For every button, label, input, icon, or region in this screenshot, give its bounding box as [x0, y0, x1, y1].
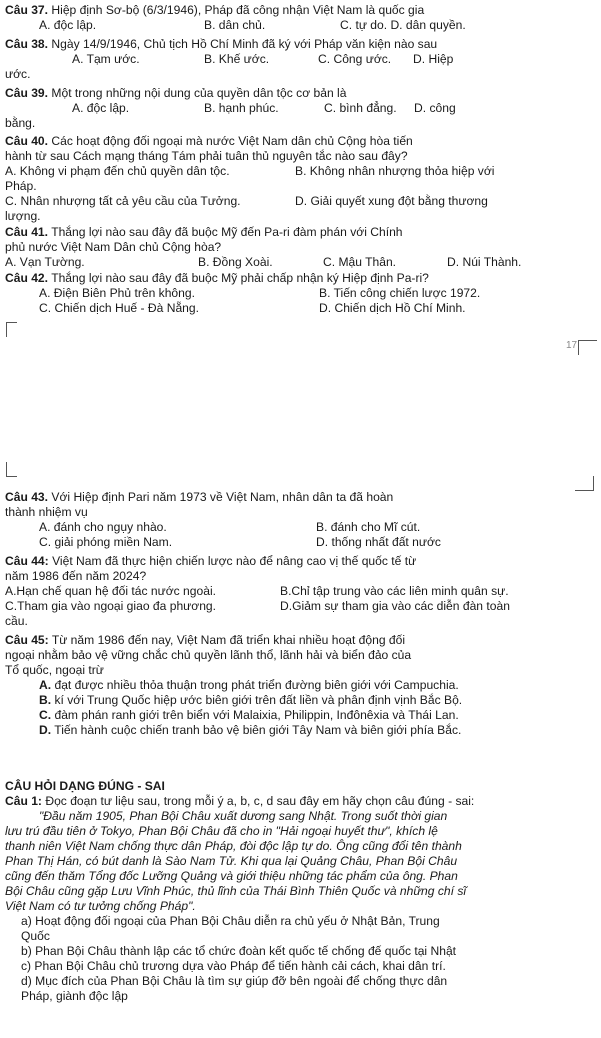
question-text-line2: ngoại nhằm bảo vệ vững chắc chủ quyền lãnh thổ, lãnh hải và biển đảo của: [5, 648, 412, 662]
statement-c: c) Phan Bội Châu chủ trương dựa vào Pháp để tiến hành cải cách, khai dân trí.: [21, 959, 446, 973]
question-text: Thắng lợi nào sau đây đã buộc Mỹ phải chấp nhận ký Hiệp định Pa-ri?: [51, 271, 429, 285]
question-number: Câu 45:: [5, 633, 49, 647]
statement-a-continued: Quốc: [21, 929, 50, 943]
option-b: B. Tiến công chiến lược 1972.: [319, 286, 481, 300]
question-number: Câu 41.: [5, 225, 49, 239]
option-b: B. Đồng Xoài.: [198, 255, 273, 269]
question-number: Câu 42.: [5, 271, 49, 285]
true-false-question-1: [5, 794, 595, 1004]
option-b: B. dân chủ.: [204, 18, 266, 32]
source-passage-line: lưu trú đầu tiên ở Tokyo, Phan Bội Châu đã cho in "Hải ngoại huyết thư", khích lệ: [5, 824, 438, 838]
question-number: Câu 37.: [5, 3, 49, 17]
source-passage-line: Việt Nam có tư tưởng chống Pháp".: [5, 899, 196, 913]
option-a: A.Hạn chế quan hệ đối tác nước ngoài.: [5, 584, 217, 598]
option-d-continued: cầu.: [5, 614, 28, 628]
question-number: Câu 39.: [5, 86, 49, 100]
question-number: Câu 38.: [5, 37, 49, 51]
question-41: [5, 225, 595, 270]
option-b: B. đánh cho Mĩ cút.: [316, 520, 421, 534]
option-d: D. Giải quyết xung đột bằng thương: [295, 194, 488, 208]
question-38: [5, 37, 595, 82]
question-text: Ngày 14/9/1946, Chủ tịch Hồ Chí Minh đã ký với Pháp văn kiện nào sau: [51, 37, 438, 51]
crop-mark: [575, 476, 594, 491]
option-a-label: A.: [39, 678, 52, 692]
option-c: C.Tham gia vào ngoại giao đa phương.: [5, 599, 217, 613]
question-text-line3: Tổ quốc, ngoại trừ: [5, 663, 104, 677]
option-d-label: D.: [39, 723, 52, 737]
option-a: A. Điện Biên Phủ trên không.: [39, 286, 195, 300]
option-d: D. công: [414, 101, 456, 115]
question-text-line2: thành nhiệm vụ: [5, 505, 88, 519]
option-c: C. Công ước.: [318, 52, 392, 66]
option-c: C. Chiến dịch Huế - Đà Nẵng.: [39, 301, 199, 315]
option-a: A. Vạn Tường.: [5, 255, 85, 269]
option-c: C. Mậu Thân.: [323, 255, 397, 269]
option-b-label: B.: [39, 693, 52, 707]
option-d-continued: ước.: [5, 67, 31, 81]
question-number: Câu 43.: [5, 490, 49, 504]
question-text: Việt Nam đã thực hiện chiến lược nào để nâng cao vị thế quốc tế từ: [52, 554, 417, 568]
page-number: 17: [566, 340, 578, 351]
question-number: Câu 1:: [5, 794, 42, 808]
option-b: B.Chỉ tập trung vào các liên minh quân sự.: [280, 584, 509, 598]
option-c: C. bình đẳng.: [324, 101, 397, 115]
option-c-label: C.: [39, 708, 52, 722]
option-a: A. độc lập.: [72, 101, 130, 115]
statement-b: b) Phan Bội Châu thành lập các tổ chức đoàn kết quốc tế chống đế quốc tại Nhật: [21, 944, 457, 958]
option-a: A. đánh cho ngụy nhào.: [39, 520, 167, 534]
option-a: A. Tạm ước.: [72, 52, 140, 66]
question-text-line2: năm 1986 đến năm 2024?: [5, 569, 147, 583]
statement-a: a) Hoạt động đối ngoại của Phan Bội Châu diễn ra chủ yếu ở Nhật Bản, Trung: [21, 914, 440, 928]
question-37: [5, 3, 595, 33]
option-b-continued: Pháp.: [5, 179, 37, 193]
option-c: đàm phán ranh giới trên biển với Malaixia, Philippin, Inđônêxia và Thái Lan.: [54, 708, 459, 722]
option-d: Tiến hành cuộc chiến tranh bảo vệ biên giới Tây Nam và biên giới phía Bắc.: [54, 723, 462, 737]
source-passage-line: Bội Châu cũng gặp Lưu Vĩnh Phúc, thủ lĩnh của Thái Bình Thiên Quốc và những chí sĩ: [5, 884, 467, 898]
question-45: [5, 633, 595, 738]
option-b: B. hạnh phúc.: [204, 101, 279, 115]
question-text: Thắng lợi nào sau đây đã buộc Mỹ đến Pa-ri đàm phán với Chính: [51, 225, 403, 239]
crop-mark: [578, 340, 597, 355]
section-heading: CÂU HỎI DẠNG ĐÚNG - SAI: [5, 779, 165, 793]
question-text-line2: hành từ sau Cách mạng tháng Tám phải tuân thủ nguyên tắc nào sau đây?: [5, 149, 408, 163]
option-a: đạt được nhiều thỏa thuận trong phát triển đường biên giới với Campuchia.: [54, 678, 459, 692]
option-d: D. Hiệp: [413, 52, 454, 66]
option-b: B. Không nhân nhượng thỏa hiệp với: [295, 164, 495, 178]
question-44: [5, 554, 595, 629]
option-b: B. Khế ước.: [204, 52, 270, 66]
source-passage-line: thanh niên Việt Nam chống thực dân Pháp, đòi độc lập tự do. Ông cũng đổi tên thành: [5, 839, 462, 853]
question-text: Từ năm 1986 đến nay, Việt Nam đã triển khai nhiều hoạt động đối: [51, 633, 406, 647]
question-number: Câu 40.: [5, 134, 49, 148]
question-text: Một trong những nội dung của quyền dân tộc cơ bản là: [51, 86, 347, 100]
option-a: A. độc lập.: [39, 18, 97, 32]
source-passage-line: "Đầu năm 1905, Phan Bội Châu xuất dương sang Nhật. Trong suốt thời gian: [39, 809, 448, 823]
question-number: Câu 44:: [5, 554, 49, 568]
option-b: kí với Trung Quốc hiệp ước biên giới trên đất liền và phân định vịnh Bắc Bộ.: [54, 693, 463, 707]
question-text: Hiệp định Sơ-bộ (6/3/1946), Pháp đã công nhận Việt Nam là quốc gia: [51, 3, 425, 17]
option-c-d: C. tự do. D. dân quyền.: [340, 18, 466, 32]
question-40: [5, 134, 595, 224]
question-text: Với Hiệp định Pari năm 1973 về Việt Nam, nhân dân ta đã hoàn: [51, 490, 394, 504]
option-d: D. Chiến dịch Hồ Chí Minh.: [319, 301, 466, 315]
option-c: C. giải phóng miền Nam.: [39, 535, 173, 549]
option-d-continued: lượng.: [5, 209, 41, 223]
crop-mark: [6, 322, 17, 337]
statement-d-continued: Pháp, giành độc lập: [21, 989, 128, 1003]
option-c: C. Nhân nhượng tất cả yêu cầu của Tưởng.: [5, 194, 241, 208]
question-text: Các hoạt động đối ngoại mà nước Việt Nam dân chủ Cộng hòa tiến: [51, 134, 413, 148]
statement-d: d) Mục đích của Phan Bội Châu là tìm sự giúp đỡ bên ngoài để chống thực dân: [21, 974, 448, 988]
source-passage-line: Phan Thị Hán, có bút danh là Sào Nam Tử. Khi qua lại Quảng Châu, Phan Bội Châu: [5, 854, 458, 868]
option-d: D. Núi Thành.: [447, 255, 522, 269]
crop-mark: [6, 462, 17, 477]
option-d: D.Giảm sự tham gia vào các diễn đàn toàn: [280, 599, 510, 613]
question-43: [5, 490, 595, 550]
source-passage-line: cũng đến thăm Tổng đốc Lưỡng Quảng và giới thiệu những tác phẩm của ông. Phan: [5, 869, 458, 883]
question-42: [5, 271, 595, 316]
question-39: [5, 86, 595, 131]
option-a: A. Không vi phạm đến chủ quyền dân tộc.: [5, 164, 230, 178]
question-text: Đọc đoạn tư liệu sau, trong mỗi ý a, b, c, d sau đây em hãy chọn câu đúng - sai:: [45, 794, 475, 808]
option-d: D. thống nhất đất nước: [316, 535, 441, 549]
option-d-continued: bằng.: [5, 116, 36, 130]
question-text-line2: phủ nước Việt Nam Dân chủ Cộng hòa?: [5, 240, 222, 254]
